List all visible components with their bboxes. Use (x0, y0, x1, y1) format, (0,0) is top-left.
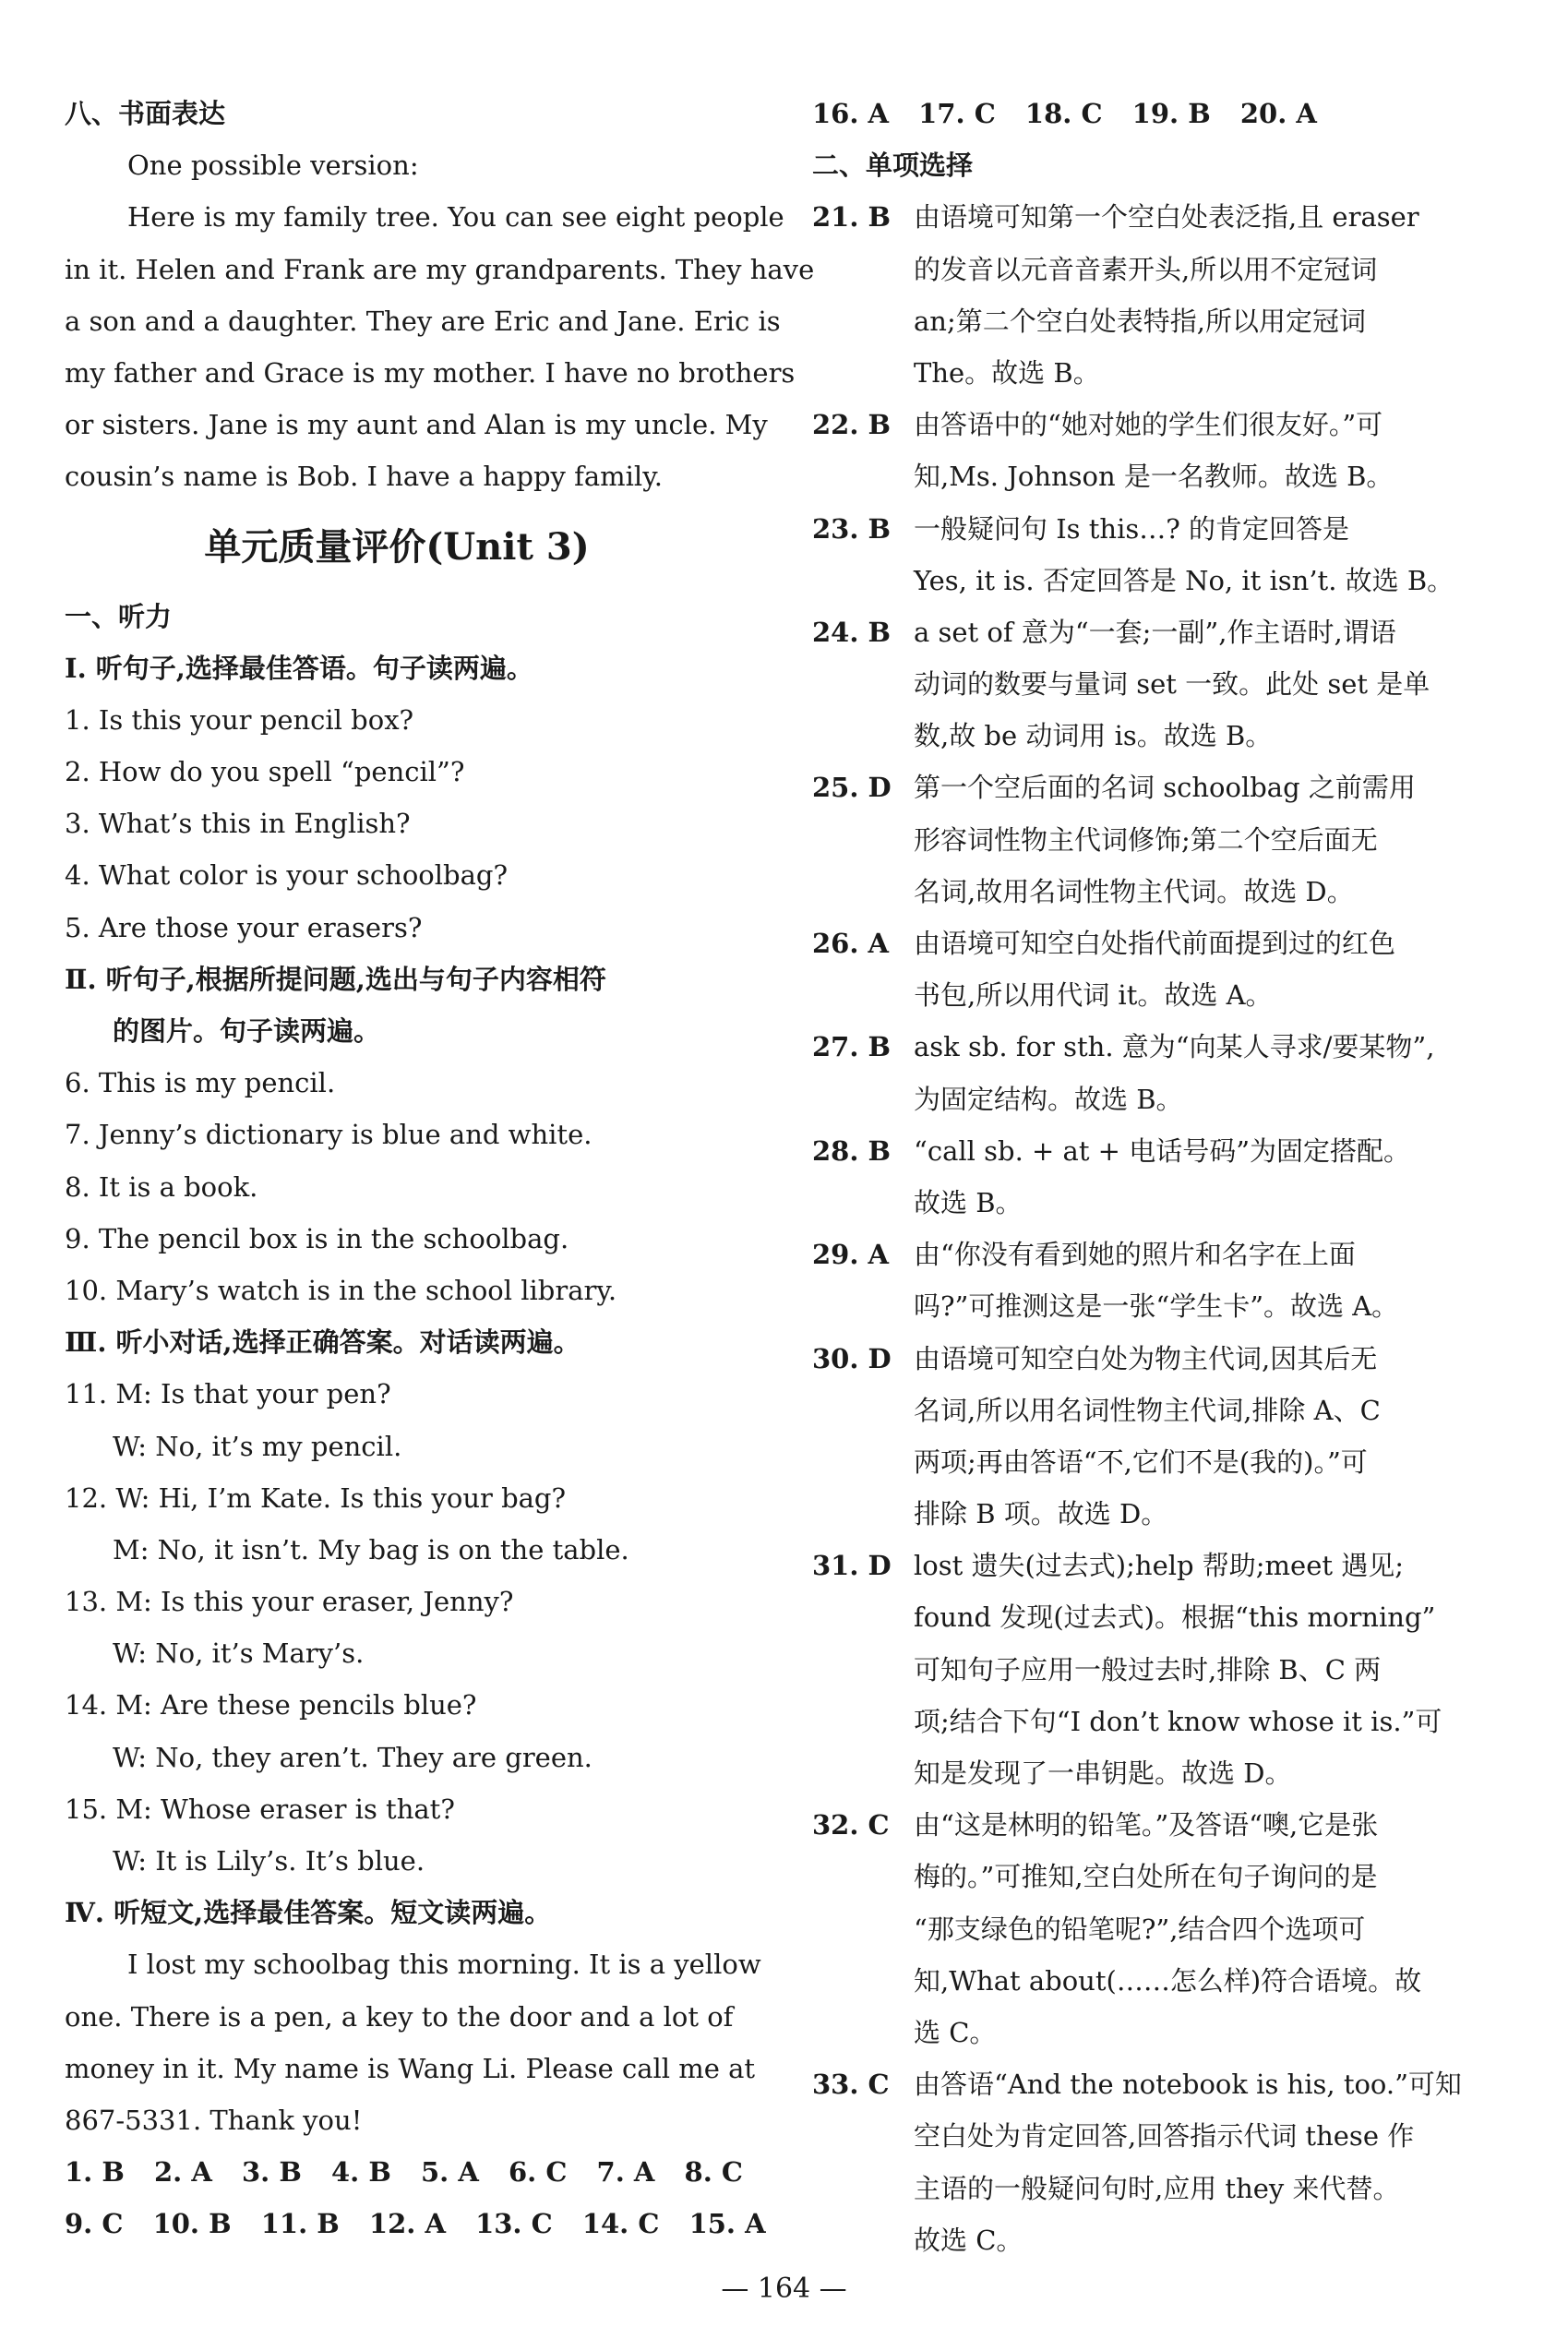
explanation-text: 由语境可知空白处指代前面提到过的红色 (914, 928, 1396, 959)
list-item: 2. How do you spell “pencil”? (65, 756, 465, 788)
answer: 7. A (596, 2156, 655, 2189)
dialogue-line: W: No, it’s my pencil. (113, 1430, 402, 1462)
explanation-line (812, 1903, 1477, 1955)
list-item: 5. Are those your erasers? (65, 911, 423, 943)
answer-row (812, 88, 1477, 139)
explanation-text: 动词的数要与量词 set 一致。此处 set 是单 (914, 668, 1430, 701)
answer: 20. A (1239, 98, 1317, 129)
explanation-text: 吗?”可推测这是一张“学生卡”。故选 A。 (914, 1290, 1399, 1323)
question-answer: 24. B (812, 616, 892, 648)
explanation-line (812, 450, 1477, 502)
page-number: — 164 — (721, 2273, 847, 2305)
explanation-text: 由语境可知空白处为物主代词,因其后无 (914, 1342, 1378, 1374)
explanation-line (812, 1074, 1477, 1125)
explanation-line (812, 555, 1477, 606)
answer: 10. B (152, 2208, 232, 2240)
dialogue-line: 13. M: Is this your eraser, Jenny? (65, 1586, 514, 1618)
dialogue-line: 15. M: Whose eraser is that? (65, 1793, 455, 1825)
explanation-text: 数,故 be 动词用 is。故选 B。 (914, 720, 1273, 752)
explanation-text: 的发音以元音音素开头,所以用不定冠词 (914, 253, 1378, 285)
explanation-text: 选 C。 (914, 2016, 997, 2048)
list-item: 4. What color is your schoolbag? (65, 859, 508, 892)
essay-line: my father and Grace is my mother. I have no brothers (65, 356, 796, 389)
explanation-line (812, 1436, 1477, 1488)
answer: 6. C (508, 2156, 568, 2189)
explanation-text: 主语的一般疑问句时,应用 they 来代替。 (914, 2172, 1400, 2204)
explanation-text: 第一个空后面的名词 schoolbag 之前需用 (914, 772, 1416, 804)
explanation-line (812, 2163, 1477, 2214)
list-item: 9. The pencil box is in the schoolbag. (65, 1222, 569, 1254)
part-heading: 的图片。句子读两遍。 (113, 1015, 381, 1047)
dialogue-line: 11. M: Is that your pen? (65, 1378, 391, 1410)
explanation-text: found 发现(过去式)。根据“this morning” (914, 1601, 1436, 1634)
dialogue-line: W: It is Lily’s. It’s blue. (113, 1845, 425, 1877)
explanation-line (812, 347, 1477, 399)
explanation-line (812, 1851, 1477, 1902)
explanation-text: 形容词性物主代词修饰;第二个空后面无 (914, 823, 1378, 856)
essay-intro: One possible version: (127, 150, 419, 182)
explanation-line (812, 295, 1477, 347)
question-answer: 32. C (812, 1809, 890, 1841)
explanation-text: 项;结合下句“I don’t know whose it is.”可 (914, 1705, 1442, 1737)
question-answer: 21. B (812, 201, 892, 234)
passage-line: one. There is a pen, a key to the door and a lot of (65, 2000, 734, 2033)
answer: 11. B (260, 2208, 340, 2240)
explanation-text: 由“这是林明的铅笔。”及答语“噢,它是张 (914, 1809, 1379, 1841)
list-item: 3. What’s this in English? (65, 808, 411, 840)
explanation-text: 知,Ms. Johnson 是一名教师。故选 B。 (914, 461, 1394, 493)
answer: 17. C (918, 98, 996, 129)
dialogue-line: M: No, it isn’t. My bag is on the table. (113, 1533, 629, 1565)
list-item: 1. Is this your pencil box? (65, 703, 414, 736)
question-answer: 22. B (812, 409, 892, 441)
section-heading: 八、书面表达 (65, 98, 226, 129)
answer: 12. A (368, 2208, 446, 2240)
answer: 9. C (65, 2208, 124, 2240)
passage-line: 867-5331. Thank you! (65, 2104, 363, 2136)
explanation-text: 由语境可知第一个空白处表泛指,且 eraser (914, 201, 1419, 234)
explanation-text: a set of 意为“一套;一副”,作主语时,谓语 (914, 616, 1396, 648)
question-answer: 31. D (812, 1550, 892, 1582)
explanation-line (812, 1955, 1477, 2007)
answer: 2. A (154, 2156, 212, 2189)
explanation-line (812, 658, 1477, 710)
part-heading: Ⅰ. 听句子,选择最佳答语。句子读两遍。 (65, 652, 533, 684)
explanation-text: The。故选 B。 (914, 356, 1100, 389)
explanation-item (812, 1333, 1477, 1385)
explanation-text: 书包,所以用代词 it。故选 A。 (914, 979, 1273, 1012)
answer: 5. A (420, 2156, 479, 2189)
answer: 18. C (1024, 98, 1103, 129)
explanation-text: 知是发现了一串钥匙。故选 D。 (914, 1757, 1292, 1789)
explanation-text: 梅的。”可推知,空白处所在句子询问的是 (914, 1861, 1378, 1893)
list-item: 6. This is my pencil. (65, 1067, 336, 1099)
question-answer: 29. A (812, 1239, 890, 1271)
question-answer: 25. D (812, 772, 892, 804)
explanation-item (812, 918, 1477, 969)
question-answer: 30. D (812, 1342, 892, 1374)
part-heading: Ⅳ. 听短文,选择最佳答案。短文读两遍。 (65, 1897, 552, 1929)
part-heading: Ⅱ. 听句子,根据所提问题,选出与句子内容相符 (65, 963, 606, 995)
explanation-line (812, 2214, 1477, 2266)
explanation-line (812, 2007, 1477, 2058)
answer-row (65, 2198, 766, 2249)
dialogue-line: W: No, it’s Mary’s. (113, 1637, 365, 1670)
explanation-text: 一般疑问句 Is this…? 的肯定回答是 (914, 512, 1350, 545)
explanation-text: 由答语中的“她对她的学生们很友好。”可 (914, 409, 1383, 441)
explanation-line (812, 2110, 1477, 2162)
explanation-item (812, 399, 1477, 450)
passage-line: money in it. My name is Wang Li. Please call me at (65, 2052, 756, 2084)
explanation-line (812, 1280, 1477, 1332)
explanation-text: 故选 C。 (914, 2224, 1023, 2256)
explanation-text: “那支绿色的铅笔呢?”,结合四个选项可 (914, 1913, 1366, 1945)
section-heading: 一、听力 (65, 600, 173, 632)
question-answer: 23. B (812, 512, 892, 545)
question-answer: 28. B (812, 1134, 892, 1167)
question-answer: 27. B (812, 1031, 892, 1063)
answer: 19. B (1131, 98, 1211, 129)
explanation-text: 故选 B。 (914, 1186, 1023, 1218)
part-heading: Ⅲ. 听小对话,选择正确答案。对话读两遍。 (65, 1326, 581, 1359)
explanation-line (812, 1696, 1477, 1747)
list-item: 8. It is a book. (65, 1170, 258, 1203)
explanation-line (812, 1488, 1477, 1540)
explanation-text: 名词,所以用名词性物主代词,排除 A、C (914, 1394, 1381, 1426)
list-item: 10. Mary’s watch is in the school library. (65, 1274, 617, 1306)
essay-line: in it. Helen and Frank are my grandparents. They have (65, 253, 815, 285)
explanation-item (812, 191, 1477, 243)
right-column (812, 88, 1477, 2266)
dialogue-line: 14. M: Are these pencils blue? (65, 1689, 477, 1721)
explanation-line (812, 1385, 1477, 1436)
explanation-text: lost 遗失(过去式);help 帮助;meet 遇见; (914, 1550, 1405, 1582)
explanation-item (812, 1229, 1477, 1280)
explanation-item (812, 1021, 1477, 1073)
explanation-text: 可知句子应用一般过去时,排除 B、C 两 (914, 1653, 1382, 1685)
dialogue-line: W: No, they aren’t. They are green. (113, 1741, 592, 1773)
explanation-line (812, 1591, 1477, 1643)
explanation-item (812, 1799, 1477, 1851)
explanation-text: 空白处为肯定回答,回答指示代词 these 作 (914, 2120, 1415, 2153)
answer: 14. C (581, 2208, 660, 2240)
essay-line: or sisters. Jane is my aunt and Alan is my uncle. My (65, 409, 768, 441)
dialogue-line: 12. W: Hi, I’m Kate. Is this your bag? (65, 1481, 567, 1514)
essay-line: cousin’s name is Bob. I have a happy family. (65, 461, 663, 493)
explanation-line (812, 1747, 1477, 1799)
explanation-line (812, 1644, 1477, 1696)
answer: 15. A (688, 2208, 766, 2240)
explanation-item (812, 606, 1477, 658)
explanation-item (812, 2058, 1477, 2110)
explanation-line (812, 866, 1477, 918)
explanation-text: 名词,故用名词性物主代词。故选 D。 (914, 875, 1354, 907)
explanation-item (812, 1125, 1477, 1177)
explanation-item (812, 503, 1477, 555)
explanation-text: 知,What about(……怎么样)符合语境。故 (914, 1964, 1422, 1997)
explanation-text: “call sb. + at + 电话号码”为固定搭配。 (914, 1134, 1411, 1167)
explanation-item (812, 1540, 1477, 1591)
explanation-line (812, 244, 1477, 295)
explanation-line (812, 814, 1477, 866)
explanation-item (812, 762, 1477, 813)
answer-row (65, 2146, 743, 2198)
answer: 4. B (330, 2156, 391, 2189)
explanation-text: ask sb. for sth. 意为“向某人寻求/要某物”, (914, 1031, 1435, 1063)
answer: 1. B (65, 2156, 125, 2189)
explanation-text: Yes, it is. 否定回答是 No, it isn’t. 故选 B。 (914, 564, 1454, 596)
answer: 8. C (684, 2156, 743, 2189)
explanation-text: 由“你没有看到她的照片和名字在上面 (914, 1239, 1356, 1271)
answer: 3. B (241, 2156, 302, 2189)
left-column (65, 88, 815, 2250)
essay-line: a son and a daughter. They are Eric and Jane. Eric is (65, 305, 781, 337)
explanation-line (812, 1177, 1477, 1229)
explanations-list (812, 191, 1477, 2266)
answer: 16. A (812, 98, 890, 129)
section-heading: 二、单项选择 (812, 150, 974, 182)
explanation-text: 由答语“And the notebook is his, too.”可知 (914, 2069, 1462, 2101)
question-answer: 26. A (812, 928, 890, 959)
essay-line: Here is my family tree. You can see eight people (127, 201, 784, 234)
explanation-line (812, 969, 1477, 1021)
passage-line: I lost my schoolbag this morning. It is a yellow (127, 1949, 761, 1981)
question-answer: 33. C (812, 2069, 890, 2101)
list-item: 7. Jenny’s dictionary is blue and white. (65, 1119, 592, 1151)
explanation-line (812, 710, 1477, 762)
explanation-text: 排除 B 项。故选 D。 (914, 1498, 1168, 1530)
unit-title: 单元质量评价(Unit 3) (204, 524, 590, 569)
explanation-text: 为固定结构。故选 B。 (914, 1083, 1183, 1115)
explanation-text: an;第二个空白处表特指,所以用定冠词 (914, 305, 1366, 337)
answer: 13. C (475, 2208, 553, 2240)
explanation-text: 两项;再由答语“不,它们不是(我的)。”可 (914, 1445, 1368, 1478)
